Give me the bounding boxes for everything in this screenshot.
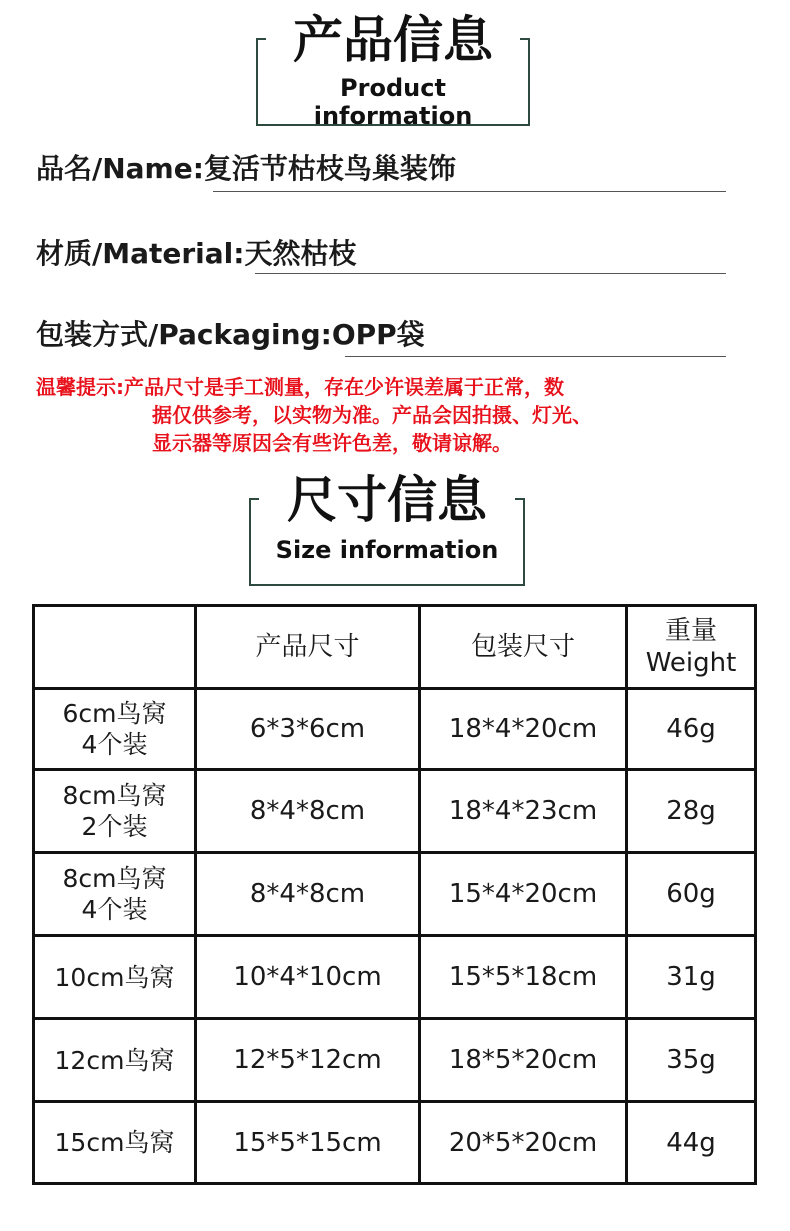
table-cell: 12cm鸟窝 bbox=[34, 1019, 196, 1102]
size-table bbox=[32, 604, 757, 1185]
table-row bbox=[34, 853, 756, 936]
material-label: 材质/Material: bbox=[36, 237, 245, 270]
size-info-subtitle: Size information bbox=[275, 536, 499, 564]
table-cell: 6*3*6cm bbox=[196, 689, 420, 770]
table-header-cell: 产品尺寸 bbox=[196, 606, 420, 689]
table-cell: 15cm鸟窝 bbox=[34, 1102, 196, 1184]
table-cell: 44g bbox=[627, 1102, 756, 1184]
table-cell: 10*4*10cm bbox=[196, 936, 420, 1019]
table-cell: 12*5*12cm bbox=[196, 1019, 420, 1102]
packaging-value: OPP袋 bbox=[331, 318, 425, 351]
table-row bbox=[34, 936, 756, 1019]
notice-line1: 产品尺寸是手工测量，存在少许误差属于正常，数 bbox=[124, 375, 564, 399]
material-underline bbox=[255, 273, 726, 274]
product-info-subtitle: Product information bbox=[313, 74, 473, 130]
product-info-title: 产品信息 bbox=[283, 11, 503, 69]
packaging-underline bbox=[345, 356, 726, 357]
info-row-material bbox=[36, 237, 356, 271]
table-cell: 35g bbox=[627, 1019, 756, 1102]
table-cell: 8cm鸟窝 4个装 bbox=[34, 853, 196, 936]
notice bbox=[36, 373, 756, 457]
table-cell: 8*4*8cm bbox=[196, 770, 420, 853]
material-value: 天然枯枝 bbox=[244, 237, 357, 270]
notice-line2: 据仅供参考，以实物为准。产品会因拍摄、灯光、 bbox=[152, 403, 592, 427]
size-info-header bbox=[249, 471, 525, 586]
table-cell: 46g bbox=[627, 689, 756, 770]
table-cell: 15*5*18cm bbox=[420, 936, 627, 1019]
table-cell: 15*5*15cm bbox=[196, 1102, 420, 1184]
table-cell: 6cm鸟窝 4个装 bbox=[34, 689, 196, 770]
table-row bbox=[34, 1102, 756, 1184]
name-value: 复活节枯枝鸟巢装饰 bbox=[203, 152, 456, 185]
table-cell: 20*5*20cm bbox=[420, 1102, 627, 1184]
table-row bbox=[34, 689, 756, 770]
table-cell: 15*4*20cm bbox=[420, 853, 627, 936]
table-cell: 60g bbox=[627, 853, 756, 936]
table-row bbox=[34, 1019, 756, 1102]
table-header-cell: 包装尺寸 bbox=[420, 606, 627, 689]
info-row-name bbox=[36, 152, 456, 186]
size-info-title: 尺寸信息 bbox=[277, 471, 497, 529]
table-cell: 8cm鸟窝 2个装 bbox=[34, 770, 196, 853]
notice-label: 温馨提示: bbox=[36, 375, 124, 399]
table-cell: 18*4*20cm bbox=[420, 689, 627, 770]
table-header-row bbox=[34, 606, 756, 689]
info-row-packaging bbox=[36, 318, 425, 352]
table-header-cell: 重量 Weight bbox=[627, 606, 756, 689]
table-cell: 28g bbox=[627, 770, 756, 853]
notice-line3: 显示器等原因会有些许色差，敬请谅解。 bbox=[152, 431, 512, 455]
table-cell: 18*5*20cm bbox=[420, 1019, 627, 1102]
table-cell: 31g bbox=[627, 936, 756, 1019]
table-cell: 18*4*23cm bbox=[420, 770, 627, 853]
table-row bbox=[34, 770, 756, 853]
name-label: 品名/Name: bbox=[36, 152, 204, 185]
table-cell: 10cm鸟窝 bbox=[34, 936, 196, 1019]
table-header-cell bbox=[34, 606, 196, 689]
name-underline bbox=[213, 191, 726, 192]
product-info-header bbox=[256, 11, 530, 130]
packaging-label: 包装方式/Packaging: bbox=[36, 318, 332, 351]
table-cell: 8*4*8cm bbox=[196, 853, 420, 936]
